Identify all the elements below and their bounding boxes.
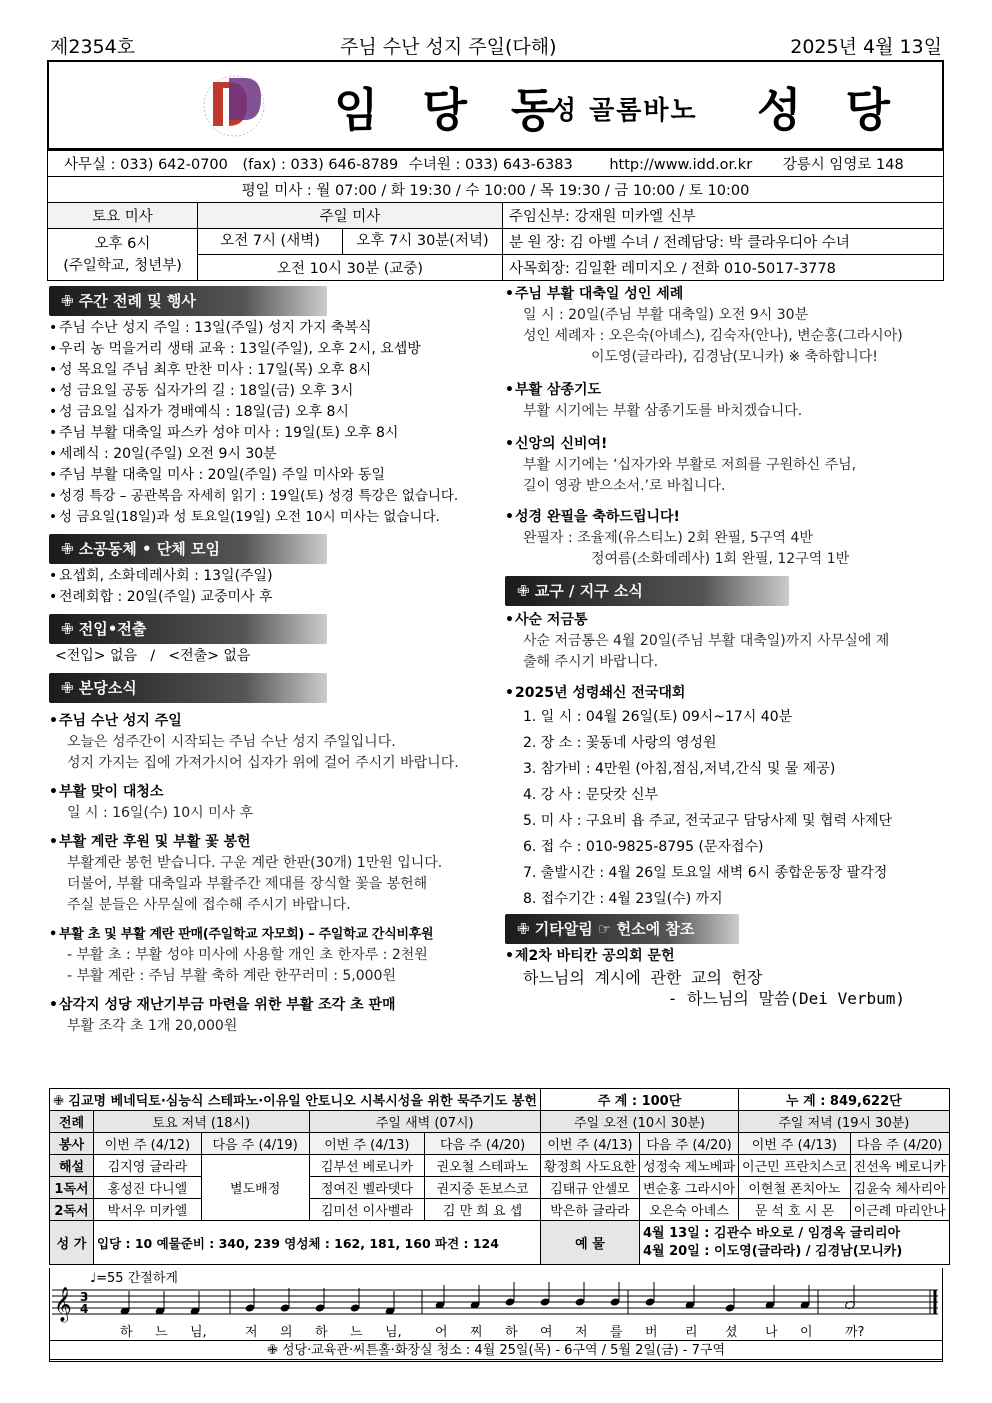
parish-logo	[199, 68, 269, 144]
section-weekly-liturgy: ✙ 주간 전례 및 행사	[49, 286, 327, 316]
bible-copy-text: 정여름(소화데레사) 1회 완필, 12구역 1반	[591, 551, 850, 567]
sat-mass-cell	[48, 229, 198, 281]
list-item: 4. 강 사 : 문닷캇 신부	[523, 787, 658, 803]
news-text: 성지 가지는 집에 가져가시어 십자가 위에 걸어 주시기 바랍니다.	[67, 755, 459, 771]
list-item: • 요셉회, 소화데레사회 : 13일(주일)	[49, 566, 489, 587]
news-candle-sale-title: • 부활 초 및 부활 계란 판매(주일학교 자모회) – 주일학교 간식비후원	[49, 924, 489, 945]
treble-clef-icon: 𝄞	[54, 1287, 72, 1322]
sun-mass-head: 주일 미사	[198, 203, 503, 229]
list-item: • 성경 특강 – 공관복음 자세히 읽기 : 19일(토) 성경 특강은 없습니다.	[49, 486, 489, 507]
sat-mass-time: 오후 6시	[94, 235, 151, 252]
sub-header: 다음 주 (4/20)	[850, 1133, 949, 1155]
table-cell: 김미선 이사벨라	[309, 1199, 425, 1221]
news-text: 부활 조각 초 1개 20,000원	[67, 1018, 238, 1034]
table-cell: 이근례 마리안나	[850, 1199, 949, 1221]
regina-title: • 부활 삼종기도	[505, 380, 945, 401]
section-transfer: ✙ 전입•전출	[49, 614, 327, 644]
sat-mass-head: 토요 미사	[48, 203, 198, 229]
sisters: 분 원 장: 김 아벨 수녀 / 전례담당: 박 클라우디아 수녀	[503, 229, 944, 255]
baptism-date: 일 시 : 20일(주님 부활 대축일) 오전 9시 30분	[523, 307, 809, 323]
table-row	[50, 1199, 950, 1221]
lyric-syllable: 버	[645, 1325, 658, 1340]
table-cell: 황정희 사도요한	[540, 1155, 639, 1177]
lyric-syllable: 나	[765, 1325, 778, 1340]
time-sig-top: 3	[80, 1290, 89, 1304]
contact-row	[48, 151, 944, 177]
tempo-mark: ♩=55 간절하게	[90, 1271, 178, 1286]
list-item: • 주님 부활 대축일 파스카 성야 미사 : 19일(토) 오후 8시	[49, 423, 489, 444]
lyric-syllable: 하	[315, 1325, 328, 1340]
table-cell: 김부선 베로니카	[309, 1155, 425, 1177]
issue-date: 2025년 4월 13일	[790, 36, 942, 58]
mystery-text: 부활 시기에는 ‘십자가와 부활로 저희를 구원하신 주님,	[523, 457, 857, 473]
cleaning-notice: ✙ 성당·교육관·씨튼홀·화장실 청소 : 4월 25일(목) - 6구역 / 5월 2일(금) - 7구역	[49, 1340, 943, 1362]
table-cell: 진선옥 베로니카	[850, 1155, 949, 1177]
lyric-syllable: 느	[155, 1325, 168, 1340]
list-item: • 성 금요일 십자가 경배예식 : 18일(금) 오후 8시	[49, 402, 489, 423]
list-item: 6. 접 수 : 010-9825-8795 (문자접수)	[523, 839, 764, 855]
issue-bar	[50, 32, 942, 58]
list-item: 3. 참가비 : 4만원 (아침,점심,저녁,간식 및 물 제공)	[523, 761, 836, 777]
table-cell: 권지중 돈보스코	[425, 1177, 541, 1199]
lent-bank-text: 사순 저금통은 4월 20일(주님 부활 대축일)까지 사무실에 제	[523, 633, 890, 649]
section-diocese-news: ✙ 교구 / 지구 소식	[505, 576, 789, 606]
convention-title: • 2025년 성령쇄신 전국대회	[505, 683, 945, 704]
parish-name: 임 당 동	[334, 83, 570, 137]
table-cell: 김 만 희 요 셉	[425, 1199, 541, 1221]
news-text: 부활계란 봉헌 받습니다. 구운 계란 한판(30개) 1만원 입니다.	[67, 855, 443, 871]
music-staff	[50, 1268, 942, 1340]
baptism-names: 성인 세례자 : 오은숙(아녜스), 김숙자(안나), 변순홍(그라시아)	[523, 328, 903, 344]
lyric-syllable: 까?	[845, 1325, 865, 1340]
weekday-mass: 평일 미사 : 월 07:00 / 화 19:30 / 수 10:00 / 목 19:30 / 금 10:00 / 토 10:00	[48, 177, 944, 203]
rosary-total: 누 계 : 849,622단	[739, 1089, 950, 1111]
news-text: - 부활 계란 : 주님 부활 축하 계란 한꾸러미 : 5,000원	[67, 968, 396, 984]
left-column	[49, 286, 489, 1037]
list-item: 8. 접수기간 : 4월 23일(수) 까지	[523, 891, 723, 907]
group-header: 주일 오전 (10시 30분)	[540, 1111, 738, 1133]
convention-list	[505, 704, 945, 912]
website-link[interactable]: http://www.idd.or.kr	[609, 157, 753, 173]
table-cell: 이근민 프란치스코	[739, 1155, 851, 1177]
right-column	[505, 284, 945, 1009]
corner-label: 봉사	[50, 1133, 94, 1155]
church-label: 성 당	[757, 83, 904, 137]
regina-text: 부활 시기에는 부활 삼종기도를 바치겠습니다.	[523, 403, 803, 419]
group-header: 주일 저녁 (19시 30분)	[739, 1111, 950, 1133]
sub-header: 다음 주 (4/20)	[640, 1133, 739, 1155]
table-cell: 박은하 글라라	[540, 1199, 639, 1221]
mystery-text: 길이 영광 받으소서.’로 바칩니다.	[523, 478, 726, 494]
rosary-text: ✙ 김교명 베네딕토·심능식 스테파노·이유일 안토니오 시복시성을 위한 묵주기도 봉헌	[50, 1089, 541, 1111]
bible-copy-title: • 성경 완필을 축하드립니다!	[505, 507, 945, 528]
sub-header: 이번 주 (4/12)	[94, 1133, 202, 1155]
list-item: 7. 출발시간 : 4월 26일 토요일 새벽 6시 종합운동장 팔각정	[523, 865, 888, 881]
news-text: 일 시 : 16일(수) 10시 미사 후	[67, 805, 254, 821]
lyric-syllable: 리	[685, 1325, 698, 1340]
table-row	[50, 1177, 950, 1199]
lyric-syllable: 여	[540, 1325, 553, 1340]
sub-header: 이번 주 (4/13)	[540, 1133, 639, 1155]
news-text: 더불어, 부활 대축일과 부활주간 제대를 장식할 꽃을 봉헌해	[67, 876, 428, 892]
sub-header: 다음 주 (4/19)	[201, 1133, 309, 1155]
mystery-title: • 신앙의 신비여!	[505, 434, 945, 455]
list-item: • 주님 수난 성지 주일 : 13일(주일) 성지 가지 축복식	[49, 318, 489, 339]
liturgy-schedule-table	[49, 1088, 950, 1265]
vatican-title: • 제2차 바티칸 공의회 문헌	[505, 946, 945, 967]
table-cell: 성정숙 제노베파	[640, 1155, 739, 1177]
office-phone: 사무실 : 033) 642-0700	[64, 157, 228, 173]
offering-label: 예 물	[540, 1221, 639, 1265]
choir-label: 성 가	[50, 1221, 94, 1265]
table-cell: 권오철 스테파노	[425, 1155, 541, 1177]
table-cell: 박서우 미카엘	[94, 1199, 202, 1221]
lent-bank-text: 출해 주시기 바랍니다.	[523, 654, 659, 670]
pastor: 주임신부: 강재원 미카엘 신부	[503, 203, 944, 229]
section-parish-news: ✙ 본당소식	[49, 673, 327, 703]
sun-main-mass: 오전 10시 30분 (교중)	[198, 255, 503, 281]
news-disaster-candle-title: • 삼각지 성당 재난기부금 마련을 위한 부활 조각 초 판매	[49, 995, 489, 1016]
rosary-week: 주 계 : 100단	[540, 1089, 738, 1111]
liturgical-title: 주님 수난 성지 주일(다해)	[340, 36, 557, 58]
section-other-notice: ✙ 기타알림 ☞ 헌소에 참조	[505, 914, 739, 944]
transfer-text: <전입> 없음 / <전출> 없음	[55, 648, 251, 664]
lyric-syllable: 저	[575, 1325, 588, 1340]
table-cell: 변순홍 그라시아	[640, 1177, 739, 1199]
list-item: • 성 목요일 주님 최후 만찬 미사 : 17일(목) 오후 8시	[49, 360, 489, 381]
table-cell: 김윤숙 체사리아	[850, 1177, 949, 1199]
vatican-doc-name: - 하느님의 말씀(Dei Verbum)	[667, 989, 905, 1008]
list-item: • 성 금요일 공동 십자가의 길 : 18일(금) 오후 3시	[49, 381, 489, 402]
sun-evening-mass: 오후 7시 30분(저녁)	[356, 233, 489, 249]
row-label: 1독서	[50, 1177, 94, 1199]
table-cell: 문 석 호 시 몬	[739, 1199, 851, 1221]
lyric-syllable: 하	[505, 1325, 518, 1340]
sat-mass-note: (주일학교, 청년부)	[63, 257, 182, 274]
table-cell: 홍성진 다니엘	[94, 1177, 202, 1199]
sub-header: 다음 주 (4/20)	[425, 1133, 541, 1155]
table-cell: 김지영 글라라	[94, 1155, 202, 1177]
news-eggs-title: • 부활 계란 후원 및 부활 꽃 봉헌	[49, 832, 489, 853]
row-label: 2독서	[50, 1199, 94, 1221]
patron-saint: 성 골롬바노	[551, 96, 698, 126]
corner-label: 전례	[50, 1111, 94, 1133]
address: 강릉시 임영로 148	[782, 157, 904, 173]
lyric-syllable: 저	[245, 1325, 258, 1340]
council-president: 사목회장: 김일환 레미지오 / 전화 010-5017-3778	[503, 255, 944, 281]
list-item: • 성 금요일(18일)과 성 토요일(19일) 오전 10시 미사는 없습니다.	[49, 507, 489, 528]
vatican-doc: 하느님의 계시에 관한 교의 헌장	[523, 968, 763, 987]
info-table	[47, 150, 944, 281]
table-cell: 이현철 폰치아노	[739, 1177, 851, 1199]
news-text: 오늘은 성주간이 시작되는 주님 수난 성지 주일입니다.	[67, 734, 396, 750]
news-cleaning-title: • 부활 맞이 대청소	[49, 782, 489, 803]
offering-line: 4월 20일 : 이도영(글라라) / 김경남(모니카)	[643, 1243, 903, 1259]
table-row	[50, 1155, 950, 1177]
sun-mass-early	[198, 229, 503, 255]
news-palm-sunday-title: • 주님 수난 성지 주일	[49, 711, 489, 732]
list-item: • 우리 농 먹을거리 생태 교육 : 13일(주일), 오후 2시, 요셉방	[49, 339, 489, 360]
list-item: • 주님 부활 대축일 미사 : 20일(주일) 주일 미사와 동일	[49, 465, 489, 486]
baptism-names-cont: 이도영(글라라), 김경남(모니카) ※ 축하합니다!	[591, 349, 878, 365]
table-cell: 정여진 벨라뎃다	[309, 1177, 425, 1199]
convent-phone: 수녀원 : 033) 643-6383	[408, 157, 573, 173]
list-item: • 전례회합 : 20일(주일) 교중미사 후	[49, 587, 489, 608]
choir-numbers: 입당 : 10 예물준비 : 340, 239 영성체 : 162, 181, 160 파견 : 124	[94, 1221, 541, 1265]
section-community: ✙ 소공동체 • 단체 모임	[49, 534, 327, 564]
separate-assignment: 별도배정	[201, 1155, 309, 1221]
offering-line: 4월 13일 : 김관수 바오로 / 임경옥 글리리아	[643, 1225, 901, 1241]
news-text: - 부활 초 : 부활 성야 미사에 사용할 개인 초 한자루 : 2천원	[67, 947, 428, 963]
lyric-syllable: 어	[435, 1325, 448, 1340]
weekly-liturgy-list	[49, 318, 489, 528]
group-header: 토요 저녁 (18시)	[94, 1111, 310, 1133]
list-item: 5. 미 사 : 구요비 욥 주교, 전국교구 담당사제 및 협력 사제단	[523, 813, 893, 829]
masthead	[47, 60, 944, 150]
lent-bank-title: • 사순 저금통	[505, 610, 945, 631]
lyric-syllable: 를	[610, 1325, 623, 1340]
sub-header: 이번 주 (4/13)	[739, 1133, 851, 1155]
lyric-syllable: 셨	[725, 1325, 738, 1340]
sub-header: 이번 주 (4/13)	[309, 1133, 425, 1155]
sun-dawn-mass: 오전 7시 (새벽)	[198, 229, 343, 254]
lyric-syllable: 찌	[470, 1325, 483, 1340]
lyric-syllable: 느	[350, 1325, 363, 1340]
lyric-syllable: 이	[800, 1325, 813, 1340]
lyric-syllable: 의	[280, 1325, 293, 1340]
table-cell: 오은숙 아녜스	[640, 1199, 739, 1221]
lyric-syllable: 님,	[385, 1325, 402, 1340]
lyric-syllable: 하	[120, 1325, 133, 1340]
table-cell: 김태규 안셀모	[540, 1177, 639, 1199]
row-label: 해설	[50, 1155, 94, 1177]
offering-cell	[640, 1221, 950, 1265]
community-list	[49, 566, 489, 608]
issue-number: 제2354호	[50, 36, 136, 58]
lyric-syllable: 님,	[190, 1325, 207, 1340]
list-item: • 세례식 : 20일(주일) 오전 9시 30분	[49, 444, 489, 465]
news-text: 주실 분들은 사무실에 접수해 주시기 바랍니다.	[67, 897, 351, 913]
group-header: 주일 새벽 (07시)	[309, 1111, 540, 1133]
time-sig-bottom: 4	[80, 1302, 89, 1316]
list-item: 1. 일 시 : 04월 26일(토) 09시~17시 40분	[523, 709, 793, 725]
baptism-title: • 주님 부활 대축일 성인 세례	[505, 284, 945, 305]
list-item: 2. 장 소 : 꽃동네 사랑의 영성원	[523, 735, 717, 751]
fax-number: (fax) : 033) 646-8789	[242, 157, 399, 173]
bible-copy-text: 완필자 : 조율제(유스티노) 2회 완필, 5구역 4반	[523, 530, 813, 546]
